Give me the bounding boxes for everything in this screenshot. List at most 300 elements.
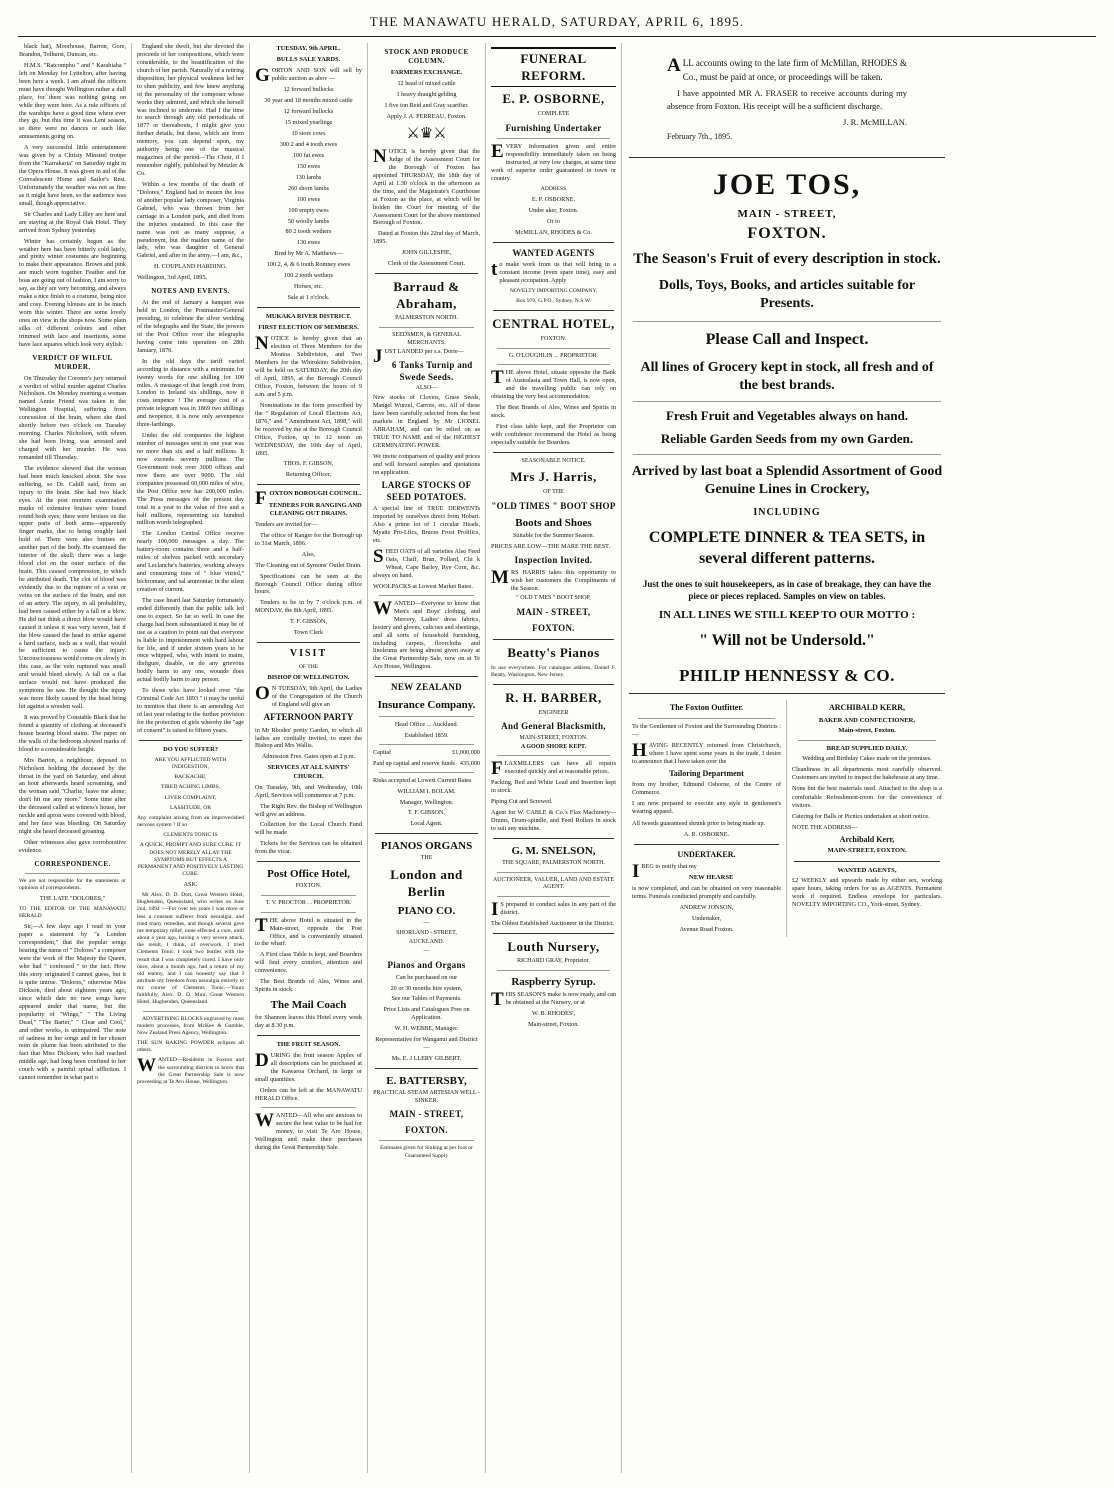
osborne-furnishing-undertaker: Furnishing Undertaker [505,122,602,133]
kerr-address: Main-street, Foxton. [838,727,896,735]
kerr-body: Wedding and Birthday Cakes made on the premises. [802,755,932,763]
col1-verdict-para: The evidence showed that the woman had been much knocked about. She was suffering, so Dr. Cahill said, from an injury to the brain. She had two black eyes. At the post mortem examination marks of extensive bruises were found round both eyes; there were bruises on the upper parts of both arms—apparently finger marks, due to being roughly laid hold of. There were also bruises on another part of the body. He examined the interior of the skull; there was a large blood clot on the outer surface of the brain. This caused compression, to which he attributed death. The clot of blood was evidently due to the rupture of a vein or veins on the surface of the brain, and not of an artery. The injury, in all probability, had been caused either by a fall or a blow. He did not think a direct blow would have caused it unless it was very severe, but if the blow caused the head to strike against a hard surface, such as a wall, that would be sufficient to cause the injury. Unconsciousness would come on slowly in this case, as the vein ruptured was small and would bleed slowly. A fall on a flat surface would not have produced the symptoms he saw. He thought the injury was more likely caused by the head being hit against a wooden wall. [19,464,126,711]
harris-suitable: Suitable for the Summer Season. [512,532,595,540]
divider [375,676,478,677]
capital-row [373,760,480,768]
foxton-outfitter-ad [627,700,787,937]
admission-note: Admission Free. Gates open at 2 p.m. [261,753,356,761]
heading-battersby: E. BATTERSBY, [386,1075,467,1088]
heading-post-office-hotel: Post Office Hotel, [267,868,350,881]
joe-tos-line3: Please Call and Inspect. [705,331,869,349]
corr-body: Sir,—A few days ago I read in your paper a statement by "a London correspondent," that the popular songs bearing the name of " Dolores" a composer were the work of Her Majesty the Queen, who had " confessed " to the fact. How this story originated I cannot guess, but it is quite untrue. "Dolores," otherwise Miss Dickson, died about eighteen years ago, since which date no new songs have appeared under that name, but the popularity of "Wings," " The Living Dead," "The Barter," " Clear and Cool," and other works, is unimpaired. The note of sadness in her songs and in her chosen nom de plume has been attributed to the fact that Miss Dickson, who had reached middle age, had long been confined to her couch with a painful spinal affliction. I cannot remember in what part o [19,923,126,1082]
col1-para: black hat), Moorhouse, Barron, Gore, Brandon, Tolhurst, Duncan, etc. [19,43,126,58]
tender-line: Specifications can be seen at the Borough Council Office during office hours. [255,572,362,596]
heading-visit: VISIT [289,648,328,660]
heading-pianos-and-organs: Pianos and Organs [387,960,466,971]
outfitter-signature: A. R. OSBORNE. [683,830,730,838]
signature: THOS. F. GIBSON, [283,460,334,468]
divider [634,844,779,845]
signature: T. F. GIBSON, [289,618,328,626]
kerr-body3: None but the best materials used. Attached to the shop is a comfortable Refreshment-room for the convenience of visitors. [792,785,942,809]
tender-line: The office of Ranger for the Borough up to 31st March, 1896. [255,531,362,547]
divider [497,755,610,756]
osborne-role: Under aker, Foxton. [528,206,579,214]
undertaker-signature: ANDREW JONSON, [679,903,734,911]
suffer-line: BACKACHE, [174,774,207,781]
heading-foxton-borough-council: FOXTON BOROUGH COUNCIL. [255,488,362,510]
heading-notes-events: NOTES AND EVENTS. [151,287,230,296]
barber-address: MAIN-STREET, FOXTON. [519,734,588,741]
signature-role: Clerk of the Assessment Court. [387,260,466,268]
col2-notes-para: To those who have looked over "the Criminal Code Act 1893 " it may be useful to mention that there is an amending Act of last year relating to the further provision for the protection of girls whereby the "age of consent" is raised to fifteen years. [137,687,244,734]
heading-stock-produce: STOCK AND PRODUCE COLUMN. [384,48,469,65]
kerr-sub: BAKER AND CONFECTIONER, [818,716,916,724]
divider [257,861,360,862]
heading-osborne: E. P. OSBORNE, [502,91,605,107]
heading-new-zealand: NEW ZEALAND [391,682,462,693]
divider [633,401,941,402]
divider [629,693,945,694]
central-hotel-body: THE above Hotel, situate opposite the Bank of Australasia and Town Hall, is now open, and the travelling public can rely on obtaining the very best accommodation. [491,367,616,401]
harris-address-line3: FOXTON. [532,622,575,633]
snelson-subtitle: AUCTIONEER, VALUER, LAND AND ESTATE AGENT. [492,876,615,891]
piano-purchase: Can be purchased on our [395,973,458,981]
stock-item: 100 2 tooth wethers [284,272,333,280]
mcmillan-signature: J. R. McMILLAN. [843,116,907,127]
service-line: On Tuesday, 9th, and Wednesday, 10th April, Services will commence at 7 p.m. [255,783,362,799]
joe-tos-ad [627,166,947,687]
mcmillan-notice [627,43,947,152]
heading-wanted-agents: WANTED AGENTS [512,247,595,258]
hotel-body: The Best Brands of Ales, Wines and Spirits in stock. [255,978,362,994]
farmers-item: 1 heavy draught gelding [396,91,457,99]
ad-advertising-blocks: ADVERTISING BLOCKS engraved by most modern processes, from McKee & Gamble, Now Zealand Press Agency, Wellington. [137,1015,244,1036]
joe-tos-street: MAIN - STREET, [737,207,837,220]
outfitter-body: HAVING RECENTLY returned from Christchurch, where I have spent some years in the trade, I desire to announce that I have taken over the [632,739,782,765]
fruit-body: Orders can be left at the MANAWATU HERALD Office. [255,1086,362,1102]
col2-notes-para: The case heard last Saturday fortunately ended differently than the public talk led one to expect. So far so well. In case the charge had been substantiated it may be of use as a caution to point out that everyone is liable to imprisonment with hard labour for life, and if under sixteen years to be once whipped, who, with intent to maim, disfigure, disable, or do any grievous bodily harm to any one, wounds does actual bodily harm to any person. [137,596,244,684]
suffer-ask: ASK. [183,881,198,889]
harris-of: OF THE [543,489,564,495]
joe-tos-line10: IN ALL LINES WE STILL KEEP TO OUR MOTTO : [658,608,916,621]
heading-first-election: FIRST ELECTION OF MEMBERS. [258,324,359,332]
ins-signature: WILLIAM I. BOLAM. [397,787,456,795]
masthead-rule [18,36,1096,37]
barber-engineer: ENGINEER [538,709,569,716]
potatoes-body: A special line of TRUE DERWENTs imported by ourselves direct from Hobart. Also a prime lot of 1 circular Heads, Myatts Pro-Lfics, Bruces Frost Prolifics, etc. [373,505,480,545]
testimonial: Mr Alex. D. D. Dott, Great Western Hotel, Hughenden, Queensland, who writes on June 2nd, 1894 :—For over ten years I was more or less a constant sufferer from neuralgia, and tried many remedies, and though several gave me temporary relief, none effected a cure, until about a year ago, having a very severe attack, the result, I think, of overwork. I tried Clements Tonic. I took two bottles with the result that I was completely cured. I have only once, about a month ago, had a return of my old enemy, and I can honestly say that I attribute my freedom from neuralgia entirely to my course of Clements Tonic.—Yours faithfully, Alex. D. D. Muir, Great Western Hotel, Hughenden, Queensland. [137,892,244,1006]
heading-rh-barber: R. H. BARBER, [505,690,602,706]
outfitter-body2: from my brother, Edmund Osborne, of the Centre of Commerce. [632,781,782,797]
central-hotel-body: The Best Brands of Ales, Wines and Spirits in stock. [491,404,616,419]
barraud-subtitle: SEEDSMEN, & GENERAL MERCHANTS. [392,332,461,346]
heading-tenders: TENDERS FOR RANGING AND CLEANING OUT DRAINS. [268,501,362,517]
piano-manager: W. H. WEBBE, Manager. [394,1025,459,1033]
suffer-line: CLEMENTS TONIC IS [163,832,218,839]
kerr-title: ARCHIBALD KERR, [829,703,906,713]
mcmillan-body: ALL accounts owing to the late firm of McMillan, RHODES & Co., must be paid at once, or proceedings will be taken. [667,55,907,82]
heading-fruit-season: THE FRUIT SEASON. [276,1041,341,1049]
divider [493,838,614,839]
stock-item: 130 ewes [296,239,321,247]
suffer-line: A QUICK, PROMPT AND SURE CURE. IT DOES NOT MERELY ALLAY THE SYMPTOMS BUT EFFECTS A PERMANENT AND POSITIVELY LASTING CURE. [137,842,244,878]
divider [257,484,360,485]
divider [375,1068,478,1069]
piano-rep-name: Ms. E. J LLERY GILBERT. [391,1055,462,1063]
gorton-notice: GORTON AND SON will sell by public auction as abov — [255,65,362,87]
divider [493,242,614,243]
ins-signature-role: Local Agent. [410,820,443,828]
stock-item: 260 shorn lambs [288,184,329,192]
stock-item: Horses, etc. [293,283,324,291]
capital-label: Capital [373,748,391,756]
col1-verdict-para: Other witnesses also gave corroborative evidence. [19,839,126,854]
column-3 [250,43,368,1473]
piano-addr1: SHORLAND - STREET, [396,930,457,937]
joe-tos-line9: Just the ones to suit housekeepers, as in case of breakage, they can have the piece or pieces replaced. Samples on view on tables. [642,578,932,601]
divider [257,642,360,643]
col2-notes-para: At the end of January a banquet was held in London, the Postmaster-General presiding, to celebrate the silver wedding of the telegraphs and the State, the powers of the Post Office over the telegraphs having come into operation on 28th January, 1870. [137,299,244,354]
heading-seed-potatoes: LARGE STOCKS OF SEED POTATOES. [381,480,472,502]
piano-see-tables: See our Tables of Payments. [391,995,462,1003]
barraud-town: PALMERSTON NORTH. [395,315,458,322]
divider [261,895,356,896]
divider [493,452,614,453]
invite-body: We invite comparison of quality and prices and will forward samples and quotations on application. [373,452,480,476]
barber-good-shore: A GOOD SHORE KEPT. [520,743,587,750]
divider [493,310,614,311]
established: Established 1859. [404,731,449,739]
signature: JOHN GILLESPIE, [401,249,452,257]
raspberry-body: THIS SEASON'S make is now ready, and can be obtained at the Nursery, or at [491,989,616,1011]
kerr-signature-address: MAIN-STREET, FOXTON. [827,847,907,855]
heading-raspberry-syrup: Raspberry Syrup. [511,975,596,988]
undertaker-hearse: NEW HEARSE [689,874,734,882]
heading-london-berlin: London and Berlin [390,867,463,899]
divider [497,364,610,365]
divider [379,716,474,717]
col2-para: Within a few months of the death of "Dolores," England had to mourn the loss of another popular lady composer, Virginia Gabriel, who was thrown from her carriage in a London park, and died from the injuries sustained. In this case the name was not as many suppose, a pseudonym, but the maiden name of the lady, who was daughter of General Gabriel, and after in the army.—I am, &c., [137,180,244,260]
harris-inspection-invited: Inspection Invited. [514,555,593,566]
col1-para: Winter has certainly begun as the weather here has been bitterly cold lately, and pretty winter costumes are beginning to make their appearance. Brown and pink are much worn together. Feather and fur boas are going out of fashion, I am sorry to say, as they are very becoming, and always make a nice finish to a costume, being nice and cosy. Evening blouses are to be much worn this winter. There are some lovely ones on view in the shops now. Some plain silks of different colours and other trimmed with lace and insertions, some have lace squares which look very stylish. [19,237,126,348]
col2-notes-para: The London Central Office receive nearly 100,000 messages a day. The battery-room contains three and a half-miles of shelves packed with secondary and Leclanche's batteries, working always and consuming tons of " blue vitriol," bichromate, and sal ammoniac in the silent creation of current. [137,530,244,593]
harris-boots-shoes: Boots and Shoes [515,517,592,530]
farmers-item: 1 five ton Reid and Gray scarifier. [384,101,469,109]
mcmillan-date: February 7th., 1895. [667,132,733,142]
divider [493,684,614,685]
beatty-body: In use everywhere. For catalogue address, Daniel F. Beatty, Washington, New Jersey. [491,664,616,678]
heading-seasonable-notice: SEASONABLE NOTICE. [521,457,586,464]
heading-funeral-reform: FUNERAL REFORM. [491,47,616,87]
ad-sun-baking-powder: THE SUN BAKING POWDER eclipses all others. [137,1040,244,1054]
snelson-oldest: The Oldest Established Auctioneer in the District. [491,919,615,927]
stock-item: 100 ewes [296,195,321,203]
col1-para: H.M.S. "Ratcomphu " and " Karahiaha " left on Monday for Lyttelton, after having been here a week. I am afraid the officers must have thought Wellington rather a dull place, for there was nothing going on while they were here. As a rule officers of the warships have a good time where ever they go, but this time it was Lent season, so there were no dances or such like amusements going on. [19,61,126,141]
heading-louth-nursery: Louth Nursery, [507,938,600,954]
columns-container [0,39,1114,1479]
column-2 [132,43,250,1473]
outfitter-body4: All tweeds guaranteed shrunk prior to being made up. [632,819,766,827]
stock-item: 150 ewes [296,162,321,170]
joe-tos-line7: Arrived by last boat a Splendid Assortment of Good Genuine Lines in Crockery, [631,463,943,497]
raspberry-sig-addr: Main-street, Foxton. [528,1020,579,1028]
heading-correspondence: CORRESPONDENCE. [34,859,111,868]
joe-tos-line8: COMPLETE DINNER & TEA SETS, in several different patterns. [648,528,926,567]
stock-item: 100 empty ewes [288,206,329,214]
the-label: THE [420,855,433,862]
heading-mukaka-river: MUKAKA RIVER DISTRICT. [265,313,352,320]
heading-farmers-exchange: FARMERS EXCHANGE. [390,68,463,76]
piano-addr2: AUCKLAND. [408,938,445,945]
divider [379,772,474,773]
kerr-bread: BREAD SUPPLIED DAILY. [826,744,908,752]
signature-role: Returning Officer. [285,471,332,479]
joe-tos-firm: PHILIP HENNESSY & CO. [679,666,895,686]
divider [497,896,610,897]
col1-verdict-para: It was proved by Constable Black that he found a quantity of clothing at deceased's house bearing blood stains. The paper on the walls of the bedroom showed marks of blood to a considerable height. [19,713,126,753]
corr-to-editor: TO THE EDITOR OF THE MANAWATU HERALD [19,906,126,920]
heading-pianos-organs: PIANOS ORGANS [380,840,473,853]
stock-item: 15 mixed yearlings [284,119,333,127]
tender-line: Tenders to be in by 7 o'clock p.m. of MONDAY, the 8th April, 1895. [255,599,362,615]
ad-heading-do-you-suffer: DO YOU SUFFER? [163,745,218,753]
fruit-body: DURING the fruit season Apples of all descriptions can be purchased at the Kawaroa Orchard, in large or small quantities. [255,1050,362,1084]
kerr-wanted-agents: WANTED AGENTS, [837,866,897,874]
dash-divider: — [423,920,430,927]
column-1 [14,43,132,1473]
ad-wanted-residents: WANTED—Residents in Foxton and the surrounding districts to know that the Great Partnership Sale is now proceeding at Te Aro House, Wellington. [137,1055,244,1085]
stock-item: 130 lambs [295,173,322,181]
heading-piano-co: PIANO CO. [397,905,456,918]
mail-coach-body: for Shannon leaves this Hotel every week day at 8.30 p.m. [255,1014,362,1030]
stock-item: 300 2 and 4 tooth ewes [279,140,338,148]
battersby-addr: MAIN - STREET, [389,1109,464,1120]
stock-item: 30 year and 18 months mixed cattle [264,97,353,105]
heading-mrs-harris: Mrs J. Harris, [510,469,597,485]
tender-line: The Cleaning out of Symons' Outlet Drain. [255,561,362,569]
novelty-address: Box 976, G.P.O., Sydney, N.S.W. [516,298,591,305]
flaxmillers-body: FLAXMILLERS can have all repairs executed quickly and at reasonable prices. [491,758,616,780]
suffer-line: LIVER COMPLAINT, [164,794,217,801]
divider [257,307,360,308]
col2-notes-para: In the old days the tariff varied according to distance with a minimum for twenty words for one shilling for 100 miles. A message of that length cost from London to Ireland six shillings, now it costs tenpence ! The average cost of a private telegram was in 1869 two shillings and twopence, it is now only sevenpence three-farthings. [137,357,244,429]
heading-bulls-sale-yards: BULLS SALE YARDS. [276,56,341,64]
osborne-name: E. P. OSBORNE. [531,195,576,203]
archibald-kerr-ad [787,700,947,937]
kerr-body2: Cleanliness in all departments most carefully observed. Customers are invited to inspect the bakehouse at any time. [792,766,942,782]
osborne-alt-firm: McMILLAN, RHODES & Co. [515,228,592,236]
sale-time: Sale at 1 o'clock. [287,294,330,302]
battersby-town: FOXTON. [405,1124,448,1135]
capital-value: 435,000 [459,759,480,767]
col2-signature-place: Wellington, 3rd April, 1895. [137,274,207,282]
divider [139,740,242,741]
joe-tos-line5: Fresh Fruit and Vegetables always on hand. [665,408,909,424]
service-line: Tickets for the Services can be obtained from the vicar. [255,840,362,856]
heading-central-hotel: CENTRAL HOTEL, [492,316,615,332]
outfitter-body3: I am now prepared to execute any style in gentlemen's wearing apparel. [632,800,782,816]
packing-body: Packing, Red and White Lead and Insertion kept in stock. [491,779,616,795]
harris-address-line2: MAIN - STREET, [516,607,591,618]
service-line: The Right Rev. the Bishop of Wellington will give an address. [255,802,362,818]
joe-tos-line6: Reliable Garden Seeds from my own Garden. [660,431,914,447]
divider [257,1035,360,1036]
divider [638,718,775,719]
harris-body: MRS HARRIS takes this opportunity to wish her customers the Compliments of the Season. [491,566,616,592]
column-6 [622,43,952,1473]
osborne-body: EVERY Information given and entire responsibility immediately taken on being instructed, at very low charges, at same time work of superior order guaranteed in town or country. [491,141,616,182]
harris-address-line1: " OLD T MES " BOOT SHOP, [516,595,591,602]
kerr-wanted-body: £2 WEEKLY and upwards made by either sex, working spare hours, taking orders for us as AGENTS. Permanent work if required. Endless envelope for particulars. NOVELTY IMPORTING CO., York-street, Sydney. [792,877,942,909]
divider [379,327,474,328]
divider [375,833,478,834]
divider [629,157,945,158]
joe-tos-title: JOE TOS, [712,168,862,202]
central-hotel-body: First class table kept, and the Proprietor can with confidence recommend the Hotel as being especially suitable for Boarders. [491,422,616,446]
divider [379,595,474,596]
outfitter-to: To the Gentlemen of Foxton and the Surrounding Districts :— [632,722,782,738]
visit-of: OF THE [298,663,319,670]
joe-tos-including: INCLUDING [753,507,821,519]
joe-tos-town: FOXTON. [747,224,827,242]
divider [375,273,478,274]
undertaker-body2: is now completed, and can be obtained on very reasonable terms. Funerals conducted promptly and carefully. [632,884,782,900]
afternoon-body: in Mr Rhodes' pretty Garden, to which all ladies are cordially invited, to meet the Bishop and Mrs Wallis. [255,726,362,750]
also-label: ALSO— [415,385,438,392]
tender-line: Tenders are invited for— [255,520,318,528]
col2-signature: H. COUPLAND HARDING. [154,263,227,271]
stock-item: Bred by Mr A. Matthews— [274,250,343,258]
divider [497,970,610,971]
col1-verdict-para: On Thursday the Coroner's jury returned a verdict of wilful murder against Charles Nicholson. On Monday morning a woman named Annie Friend was taken to the Wellington Hospital, suffering from concussion of the brain, where she died shortly before two o'clock on Tuesday morning. Charles Nicholson, with whom she had been living, was arrested and charged with her murder. He was remanded till Thursday. [19,374,126,461]
col2-para: England she dwelt, but she devoted the proceeds of her compositions, which were considerable, to the beautification of the church of her parish. Naturally of a retiring disposition, her physical weakness led her to shun publicity, and few knew anything of the personality of the composer whose works they admired, and which she herself was inclined to underrate. Had I the time to search through any old periodicals of 1877 or thereabouts, I might give you further details, but these, which are from memory, you can depend upon, my authority being one of the musical magazines of the period—The Choir, if I remember rightly, published by Metzler & Co. [137,43,244,177]
undertaker-role: Undertaker, [691,914,722,922]
woolpacks-body: WOOLPACKS at Lowest Market Rates. [373,582,473,590]
piano-price-lists: Price Lists and Catalogues Free on Application. [383,1006,470,1022]
capital-label: Paid up capital and reserve funds [373,759,455,767]
divider [379,744,474,745]
stock-item: 100 2, 4, & 6 tooth Romney ewes [266,261,351,269]
just-landed: JUST LANDED per s.s. Dorie— [373,346,464,368]
column-4 [368,43,486,1473]
osborne-address-label: ADDRESS [540,185,567,192]
harris-shop: "OLD TIMES " BOOT SHOP [491,500,616,511]
wanted-agents-body: to make work from us that will bring in a constant income (even spare time), easy and pleasant occupation. Apply [491,259,616,285]
dash-divider: — [423,948,430,955]
suffer-line: TIRED ACHING LIMBS, [160,784,221,791]
snelson-body: IS prepared to conduct sales in any part of the district. [491,898,616,920]
kerr-body4: Catering for Balls or Picnics undertaken at short notice. [792,812,930,820]
central-hotel-proprietor: G. O'LOUGHLIN ... PROPRIETOR. [508,352,599,359]
col1-para: A very successful little entertainment was given by a Christy Minstrel troupe from the "Karrakaria" on Saturday night in the Opera House. It was given in aid of the Convalescent Home and Sailor's Rest. Unfortunately the weather was not as fine as it might have been, so the audience was small, though appreciative. [19,144,126,207]
heading-barraud-abraham: Barraud & Abraham, [393,279,460,311]
raspberry-sig: W. B. RHODES', [531,1009,575,1017]
divider [261,1107,356,1108]
suffer-line: ARE YOU AFFLICTED WITH INDIGESTION, [154,757,227,771]
heading-services: SERVICES AT ALL SAINTS' CHURCH. [267,764,350,780]
stock-item: 10 store cows [291,130,326,137]
barber-blacksmith: And General Blacksmith, [501,721,606,732]
stock-item: 100 fat ewes [292,151,325,159]
divider [794,861,940,862]
divider [25,873,120,874]
bishop-notice: ON TUESDAY, 9th April, the Ladies of the Congregation of the Church of England will give an [255,683,362,709]
outfitter-title: The Foxton Outfitter. [669,703,744,713]
snelson-address: THE SQUARE, PALMERSTON NORTH. [502,859,605,866]
divider [379,1140,474,1141]
heading-tuesday: TUESDAY, 9th APRIL. [276,45,341,52]
assessment-court-date: Dated at Foxton this 22nd day of March, 1895. [373,230,480,246]
election-notice: NOTICE is hereby given that an election of Three Members for the Moutoa Subdivision, and Two Members for the Whirokino Subdivision, will be held on SATURDAY, the 20th day of April, 1895, at the Borough Council Office, Foxton, between the hours of 9 a.m. and 5 p.m. [255,333,362,398]
harris-prices: PRICES ARE LOW—THE MARE THE BEST. [491,543,611,551]
ins-signature: T. F. GIBSON, [407,809,446,817]
risks-note: Risks accepted at Lowest Current Rates [373,776,472,784]
column-5 [486,43,622,1473]
divider [493,933,614,934]
battersby-sub: PRACTICAL STEAM ARTESIAN WELL - SINKER. [373,1090,480,1104]
stock-item: 12 forward bullocks [283,86,334,94]
novelty-company: NOVELTY IMPORTING COMPANY, [509,287,598,294]
stock-item: 50 woolly lambs [287,217,330,225]
kerr-signature: Archibald Kerr, [839,834,895,844]
head-office: Head Office ... Auckland. [394,720,459,728]
ad-wanted-everyone: WANTED—Everyone to know that Men's and Boys' clothing, and Mercery, Ladies' dress fabrics, hosiery and gloves, calicoes and sheetings, and all sorts of household furnishing, including carpets, floorcloths and linoleums are being almost given away at the Great Partnership Sale, now on at Te Aro House, Wellington. [373,597,480,671]
col1-verdict-para: Mrs Barton, a neighbour, deposed to Nicholson holding the deceased by the throat in the yard on Saturday, and about an hour afterwards heard screaming, and the woman said "Charlie, leave me alone; don't hit me any more." Some time after the deceased called at witness's house, her neckle and apron were covered with blood, and her face was bleeding. On Saturday night she heard deceased groaning. [19,756,126,836]
hotel-body: A First class Table is kept, and Boarders will find every comfort, attention and convenience. [255,951,362,975]
mcmillan-body2: I have appointed MR A. FRASER to receive accounts during my absence from Foxton. His receipt will be a sufficient discharge. [667,88,907,111]
corr-title: THE LATE "DOLORES," [39,895,106,903]
central-hotel-town: FOXTON. [540,335,567,342]
divider [798,740,936,741]
divider [261,912,356,913]
divider [497,138,610,139]
farmers-apply: Apply J. A. PERREAU, Foxton. [386,112,467,120]
divider [493,639,614,640]
suffer-line: LASSITUDE, OR [169,804,212,811]
undertaker-title: UNDERTAKER. [677,849,736,859]
kerr-note: NOTE THE ADDRESS— [792,823,858,831]
joe-tos-line2: Dolls, Toys, Books, and articles suitable for Presents. [658,277,916,312]
divider [143,1011,238,1012]
joe-tos-line1: The Season's Fruit of every description in stock. [633,251,941,268]
undertaker-address: Avenue Road Foxton. [679,925,734,933]
battersby-note: Estimates given for Sinking at per foot or Guaranteed Supply [380,1145,473,1159]
election-notice-2: Nominations in the form prescribed by the " Regulation of Local Elections Act, 1876," and " Amendment Act, 1898," will be received by me at the Borough Council Office, Foxton, up to 12 noon on WEDNESDAY, the 10th day of April, 1895. [255,401,362,457]
tanks-turnip-swede: 6 Tanks Turnip and Swede Seeds. [391,360,473,382]
ins-signature-role: Manager, Wellington. [399,798,454,806]
col1-para: Sir Charles and Lady Lilley are here and are staying at the Royal Oak Hotel. They arrived from Sydney yesterday. [19,210,126,234]
osborne-or: Or to [547,217,560,225]
undertaker-body: IBEG to notify that my [632,861,697,883]
corr-disclaimer: We are not responsible for the statements or opinions of correspondents. [19,877,126,892]
stock-item: 80 2 tooth wethers [285,228,332,236]
masthead: THE MANAWATU HERALD, SATURDAY, APRIL 6, 1895. [369,14,745,29]
heading-beattys-pianos: Beatty's Pianos [507,645,600,661]
heading-bishop: BISHOP OF WELLINGTON. [267,674,350,682]
agent-body: Agent for W. CABLE & Co.'s Flax Machinery—Drums, Drum-spindle, and Feed Rollers in stock to suit any machine. [491,808,616,832]
heading-mail-coach: The Mail Coach [270,999,347,1012]
stock-item: 12 forward bullocks [283,108,334,116]
post-office-hotel-town: FOXTON. [295,883,322,890]
divider [633,454,941,455]
service-line: Collection for the Local Church Fund will be made [255,821,362,837]
capital-row [373,749,480,757]
heading-verdict: VERDICT OF WILFUL MURDER. [32,353,113,371]
heading-afternoon-party: AFTERNOON PARTY [263,712,354,723]
tender-line: Also, [301,550,316,558]
divider [497,348,610,349]
piano-rep: Representative for Wanganui and District— [375,1036,478,1052]
